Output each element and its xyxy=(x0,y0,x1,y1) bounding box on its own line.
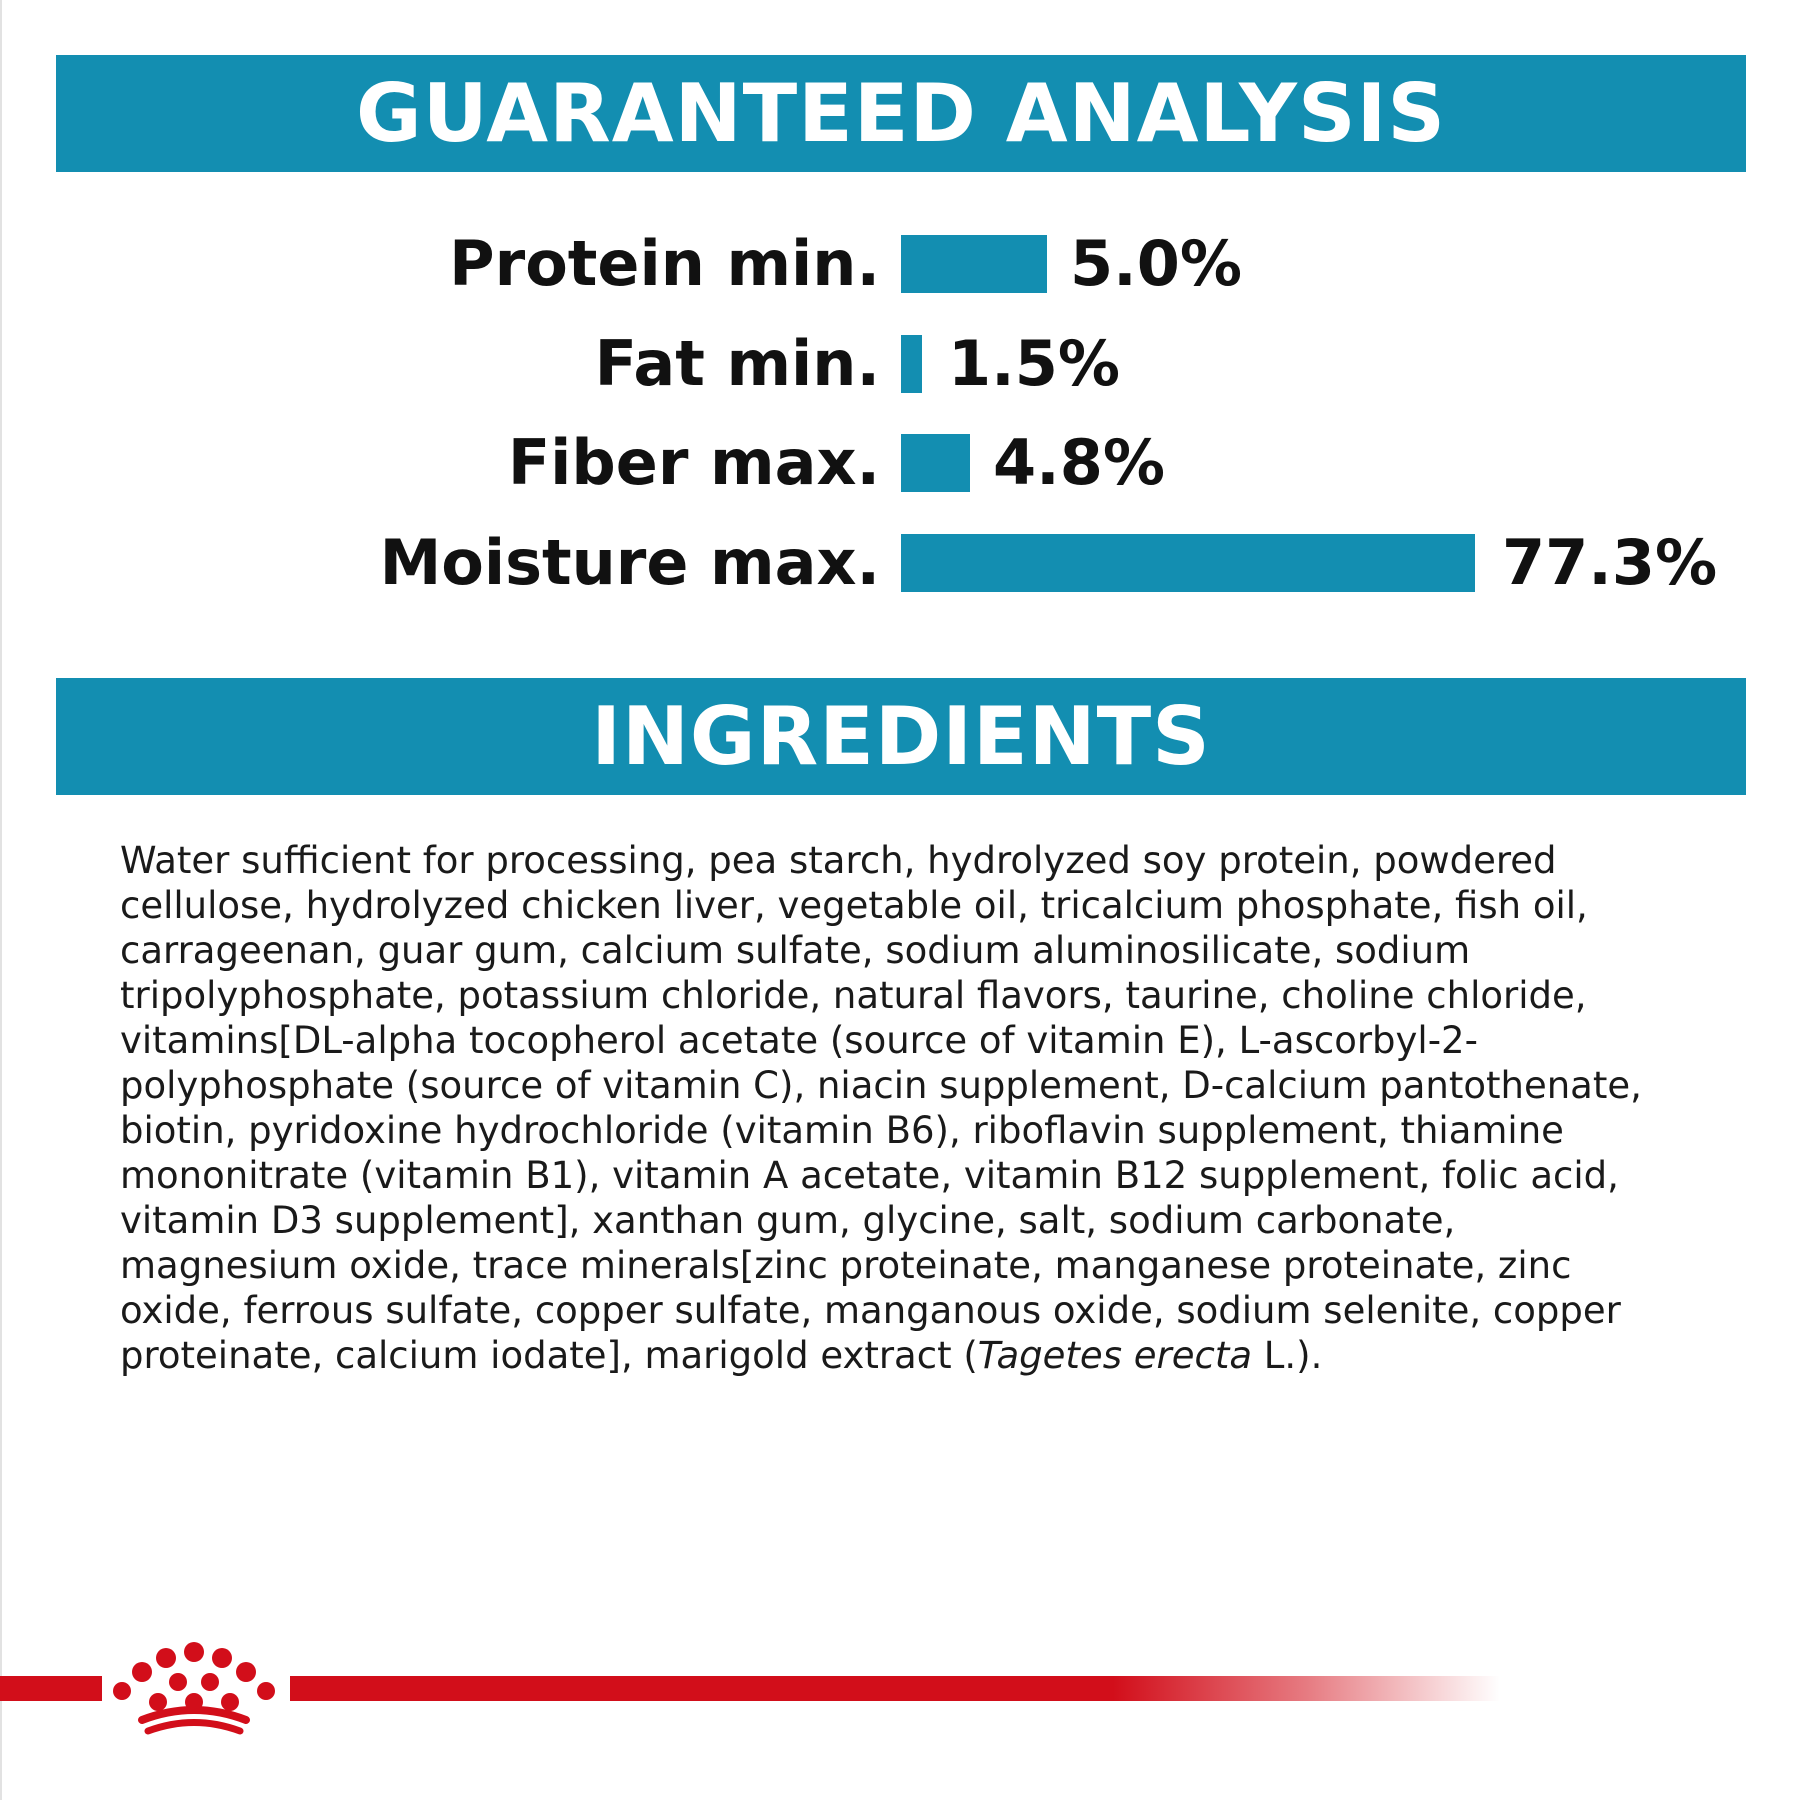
ingredients-list: Water sufficient for processing, pea starch, hydrolyzed soy protein, powdered cellulose, hydrolyzed chicken liver, vegetable oil, tricalcium phosphate, fish oil, carrageenan, guar gum, calcium sulfate, sodium aluminosilicate, sodium tripolyphosphate, potassium chloride, natural flavors, taurine, choline chloride, vitamins[DL-alpha tocopherol acetate (source of vitamin E), L-ascorbyl-2-polyphosphate (source of vitamin C), niacin supplement, D-calcium pantothenate, biotin, pyridoxine hydrochloride (vitamin B6), riboflavin supplement, thiamine mononitrate (vitamin B1), vitamin A acetate, vitamin B12 supplement, folic acid, vitamin D3 supplement], xanthan gum, glycine, salt, sodium carbonate, magnesium oxide, trace minerals[zinc proteinate, manganese proteinate, zinc oxide, ferrous sulfate, copper sulfate, manganous oxide, sodium selenite, copper proteinate, calcium iodate], marigold extract ( xyxy=(120,839,1642,1377)
guaranteed-analysis-title: GUARANTEED ANALYSIS xyxy=(356,66,1446,160)
footer-line-right xyxy=(290,1676,1500,1701)
analysis-label: Protein min. xyxy=(449,227,880,300)
analysis-row-fiber xyxy=(0,426,1800,499)
analysis-value: 5.0% xyxy=(1070,227,1242,300)
analysis-row-moisture xyxy=(0,526,1800,599)
analysis-row-protein xyxy=(0,227,1800,300)
analysis-label: Fat min. xyxy=(594,327,880,400)
footer-line-left xyxy=(0,1676,102,1701)
analysis-bar xyxy=(901,235,1047,293)
analysis-value: 1.5% xyxy=(948,327,1120,400)
crown-icon xyxy=(104,1636,284,1736)
analysis-label: Fiber max. xyxy=(507,426,880,499)
ingredients-italic-name: Tagetes erecta xyxy=(977,1334,1252,1377)
ingredients-end: L.). xyxy=(1252,1334,1323,1377)
analysis-label: Moisture max. xyxy=(379,526,880,599)
analysis-value: 4.8% xyxy=(993,426,1165,499)
analysis-value: 77.3% xyxy=(1502,526,1718,599)
ingredients-header xyxy=(56,678,1746,795)
analysis-bar xyxy=(901,534,1475,592)
analysis-row-fat xyxy=(0,327,1800,400)
guaranteed-analysis-header xyxy=(56,55,1746,172)
ingredients-text xyxy=(120,838,1680,1378)
analysis-bar xyxy=(901,434,970,492)
analysis-bar xyxy=(901,335,922,393)
ingredients-title: INGREDIENTS xyxy=(591,689,1211,783)
